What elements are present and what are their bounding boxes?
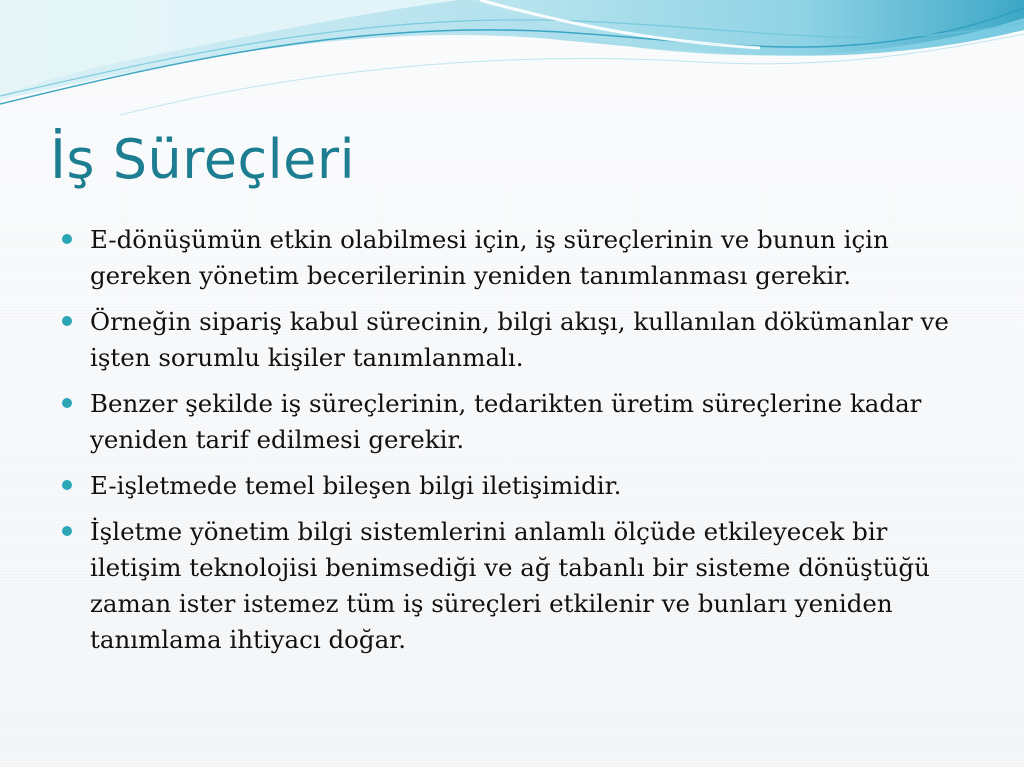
bullet-text: E-işletmede temel bileşen bilgi iletişimidir.	[90, 471, 622, 500]
bullet-text: E-dönüşümün etkin olabilmesi için, iş süreçlerinin ve bunun için gereken yönetim becerilerinin yeniden tanımlanması gerekir.	[90, 225, 889, 290]
bullet-text: Örneğin sipariş kabul sürecinin, bilgi akışı, kullanılan dökümanlar ve işten sorumlu kişiler tanımlanmalı.	[90, 307, 949, 372]
bullet-list	[62, 222, 982, 668]
bullet-dot-icon	[62, 398, 72, 408]
bullet-item	[62, 304, 982, 376]
bullet-dot-icon	[62, 234, 72, 244]
bullet-dot-icon	[62, 480, 72, 490]
bullet-text: Benzer şekilde iş süreçlerinin, tedarikten üretim süreçlerine kadar yeniden tarif edilmesi gerekir.	[90, 389, 922, 454]
bullet-item	[62, 386, 982, 458]
header-wave-decoration	[0, 0, 1024, 115]
bullet-dot-icon	[62, 526, 72, 536]
bullet-item	[62, 514, 982, 658]
bullet-item	[62, 222, 982, 294]
slide-title: İş Süreçleri	[50, 128, 356, 191]
bullet-item	[62, 468, 982, 504]
bullet-text: İşletme yönetim bilgi sistemlerini anlamlı ölçüde etkileyecek bir iletişim teknolojisi benimsediği ve ağ tabanlı bir sisteme dönüştüğü zaman ister istemez tüm iş süreçleri etkilenir ve bunları yeniden tanımlama ihtiyacı doğar.	[90, 517, 930, 654]
bullet-dot-icon	[62, 316, 72, 326]
